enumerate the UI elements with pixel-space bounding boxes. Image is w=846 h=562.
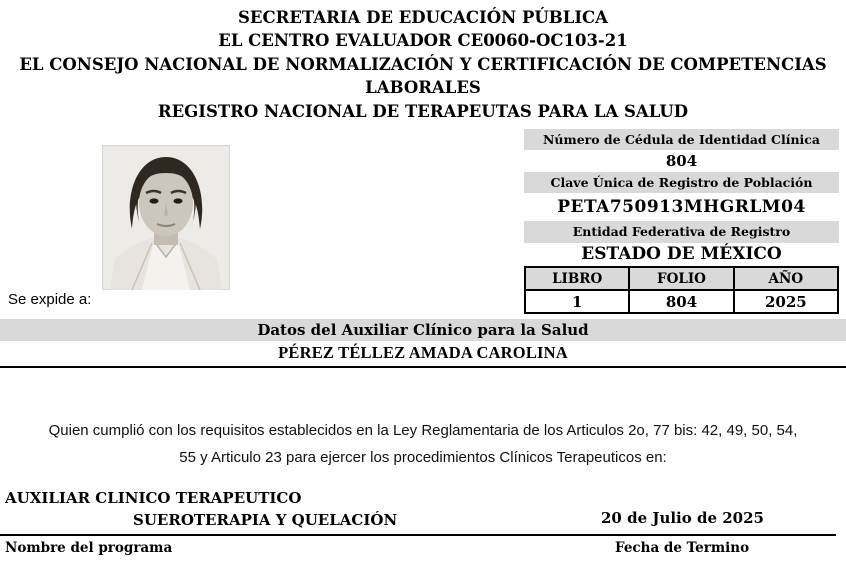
header-line-consejo: EL CONSEJO NACIONAL DE NORMALIZACIÓN Y CERTIFICACIÓN DE COMPETENCIAS [19,54,827,74]
table-header-row [525,267,838,290]
holder-name: PÉREZ TÉLLEZ AMADA CAROLINA [278,343,568,362]
header-line-secretaria: SECRETARIA DE EDUCACIÓN PÚBLICA [238,8,608,27]
section-title-bar: Datos del Auxiliar Clínico para la Salud [0,319,846,341]
divider-line-top [0,366,846,368]
legal-line-2: 55 y Articulo 23 para ejercer los procedimientos Clínicos Terapeuticos en: [179,449,667,466]
libro-header: LIBRO [525,267,629,290]
divider-line-bottom [0,534,836,536]
entidad-label: Entidad Federativa de Registro [524,221,839,243]
program-name: SUEROTERAPIA Y QUELACIÓN [133,511,398,529]
issued-to-label: Se expide a: [8,291,92,308]
header-line-centro-evaluador: EL CENTRO EVALUADOR CE0060-OC103-21 [218,31,628,51]
libro-folio-anio-table [524,266,839,314]
program-name-label: Nombre del programa [5,540,173,556]
program-category: AUXILIAR CLINICO TERAPEUTICO [5,489,302,507]
table-value-row [525,290,838,313]
cedula-value: 804 [665,152,698,170]
document-header [0,6,846,123]
holder-portrait-photo [102,145,230,290]
header-line-registro-nacional: REGISTRO NACIONAL DE TERAPEUTAS PARA LA SALUD [157,101,689,121]
anio-value: 2025 [734,290,838,313]
folio-value: 804 [629,290,733,313]
cedula-label: Número de Cédula de Identidad Clínica [524,129,839,150]
libro-value: 1 [525,290,629,313]
legal-paragraph [0,417,846,471]
curp-label: Clave Única de Registro de Población [524,172,839,193]
end-date: 20 de Julio de 2025 [601,509,764,527]
curp-value: PETA750913MHGRLM04 [557,197,806,217]
end-date-label: Fecha de Termino [615,540,750,556]
header-line-laborales: LABORALES [365,78,481,98]
anio-header: AÑO [734,267,838,290]
folio-header: FOLIO [629,267,733,290]
entidad-value: ESTADO DE MÉXICO [581,244,782,264]
registry-panel [524,129,839,314]
legal-line-1: Quien cumplió con los requisitos establecidos en la Ley Reglamentaria de los Articulos 2o, 77 bis: 42, 49, 50, 54, [48,422,798,439]
